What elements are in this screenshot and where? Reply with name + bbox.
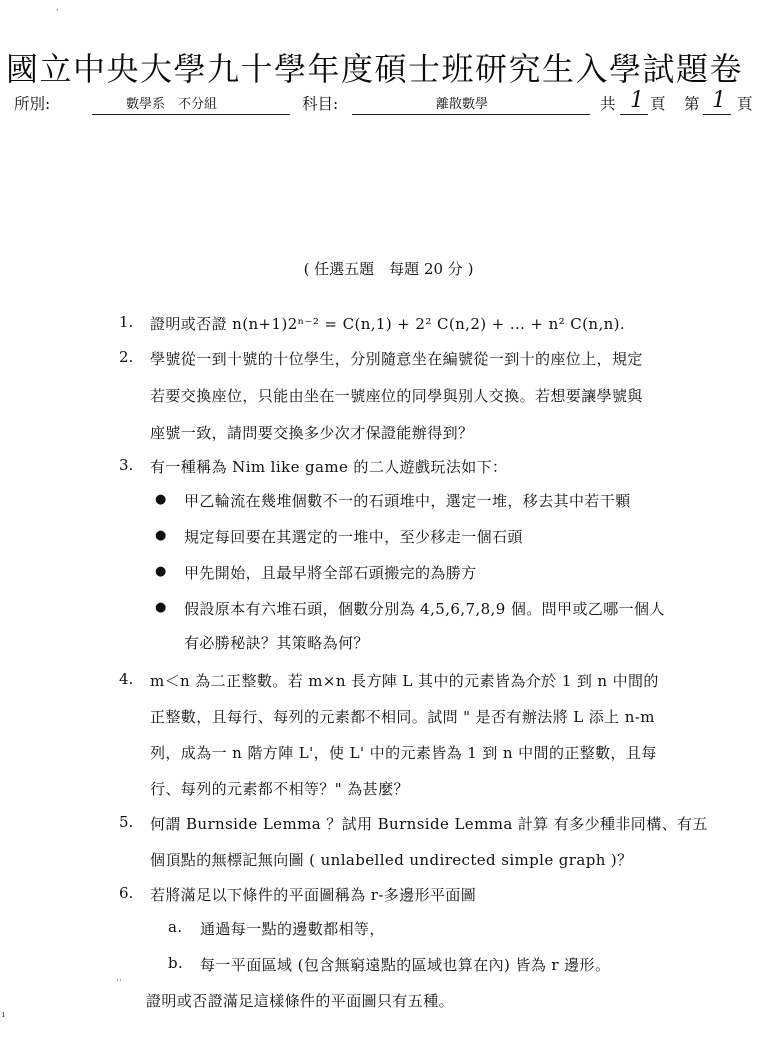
scan-speck: ı <box>2 1010 5 1020</box>
question-6-number: 6. <box>119 884 134 902</box>
question-5-line-1: 何謂 Burnside Lemma ？試用 Burnside Lemma 計算 有多少種非同構、有五 <box>150 815 708 833</box>
question-3-bullet-3: 甲先開始，且最早將全部石頭搬完的為勝方 <box>184 564 477 582</box>
question-6-item-b-text: 每一平面區域 (包含無窮遠點的區域也算在內) 皆為 r 邊形。 <box>200 956 611 974</box>
question-3-bullet-1: 甲乙輪流在幾堆個數不一的石頭堆中，選定一堆，移去其中若干顆 <box>184 492 631 510</box>
question-3-bullet-4-cont: 有必勝秘訣？其策略為何？ <box>184 634 369 652</box>
question-2-line-1: 學號從一到十號的十位學生，分別隨意坐在編號從一到十的座位上，規定 <box>150 350 643 368</box>
question-4-number: 4. <box>119 670 134 688</box>
question-3-bullet-4: 假設原本有六堆石頭，個數分別為 4,5,6,7,8,9 個。問甲或乙哪一個人 <box>184 600 665 618</box>
subject-underline <box>352 114 590 115</box>
subject-label: 科目: <box>302 95 339 113</box>
bullet-dot-icon: ● <box>155 528 167 543</box>
question-4-line-1: m＜n 為二正整數。若 m×n 長方陣 L 其中的元素皆為介於 1 到 n 中間的 <box>150 672 659 690</box>
department-underline <box>92 114 290 115</box>
question-1-number: 1. <box>119 313 134 331</box>
instructions: ( 任選五題 每題 20 分 ) <box>303 260 474 278</box>
question-4-line-3: 列，成為一 n 階方陣 L'，使 L' 中的元素皆為 1 到 n 中間的正整數，且每 <box>150 744 657 762</box>
question-2-line-3: 座號一致，請問要交換多少次才保證能辦得到？ <box>150 424 474 442</box>
total-pages-label: 共 <box>600 95 616 113</box>
question-4-line-4: 行、每列的元素都不相等？" 為甚麼？ <box>150 780 409 798</box>
question-2-line-2: 若要交換座位，只能由坐在一號座位的同學與別人交換。若想要讓學號與 <box>150 387 643 405</box>
question-6-item-a-label: a. <box>168 918 183 936</box>
question-3-intro: 有一種稱為 Nim like game 的二人遊戲玩法如下： <box>150 458 508 476</box>
question-3-bullet-2: 規定每回要在其選定的一堆中，至少移走一個石頭 <box>184 528 523 546</box>
subject-value: 離散數學 <box>436 97 489 112</box>
bullet-dot-icon: ● <box>155 564 167 579</box>
question-4-line-2: 正整數，且每行、每列的元素都不相同。試問 " 是否有辦法將 L 添上 n-m <box>150 708 655 726</box>
question-6-conclusion: 證明或否證滿足這樣條件的平面圖只有五種。 <box>146 992 455 1010</box>
bullet-dot-icon: ● <box>155 600 167 615</box>
page-number-underline <box>703 114 731 115</box>
department-label: 所別: <box>14 95 51 113</box>
page-unit-2: 頁 <box>737 95 753 113</box>
department-value: 數學系 不分組 <box>126 97 218 112</box>
question-5-line-2: 個頂點的無標記無向圖 ( unlabelled undirected simple graph )？ <box>150 851 633 869</box>
question-6-intro: 若將滿足以下條件的平面圖稱為 r-多邊形平面圖 <box>150 886 477 904</box>
exam-title: 國立中央大學九十學年度碩士班研究生入學試題卷 <box>6 50 744 88</box>
scan-speck: · <box>56 6 59 16</box>
question-2-number: 2. <box>119 348 134 366</box>
page-number-value: 1 <box>712 88 726 113</box>
total-pages-underline <box>620 114 648 115</box>
page-unit-1: 頁 <box>650 95 666 113</box>
question-6-item-a-text: 通過每一點的邊數都相等， <box>200 920 385 938</box>
question-1-text: 證明或否證 n(n+1)2ⁿ⁻² = C(n,1) + 2² C(n,2) + ... + n² C(n,n). <box>150 315 626 333</box>
question-5-number: 5. <box>119 813 134 831</box>
question-3-number: 3. <box>119 456 134 474</box>
scan-speck: ·· <box>116 976 122 986</box>
bullet-dot-icon: ● <box>155 492 167 507</box>
page-number-label: 第 <box>684 95 700 113</box>
question-6-item-b-label: b. <box>168 954 184 972</box>
total-pages-value: 1 <box>630 88 644 113</box>
